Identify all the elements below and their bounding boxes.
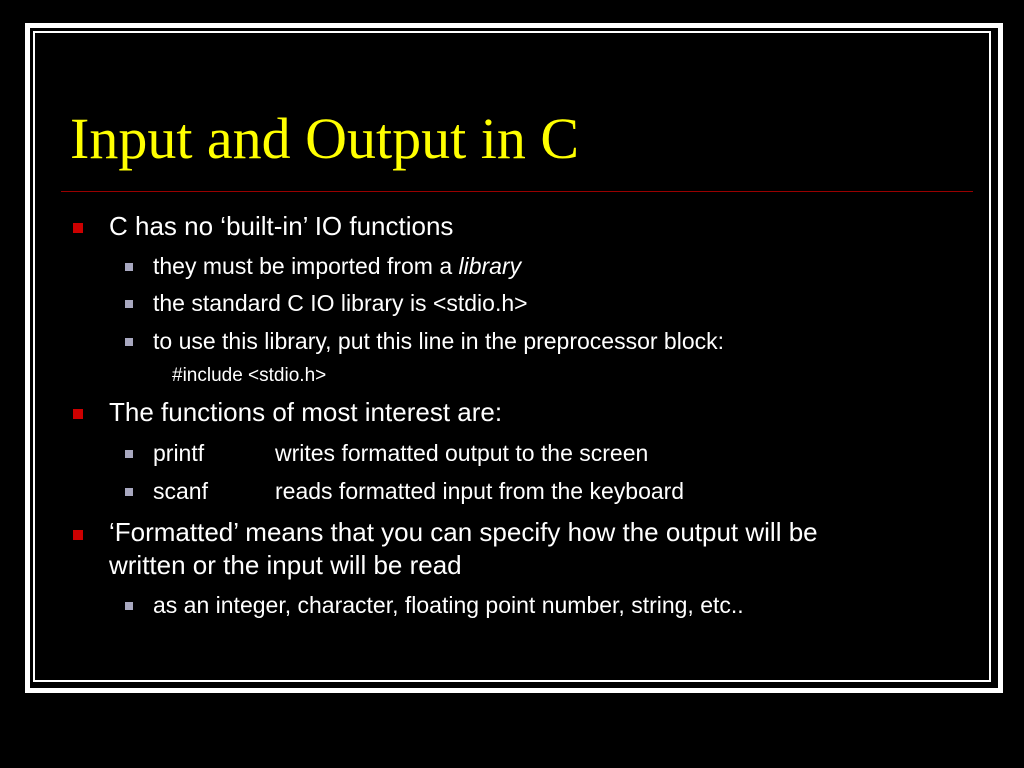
sub-bullet-square-icon <box>125 602 133 610</box>
bullet-item <box>109 210 453 242</box>
slide-title: Input and Output in C <box>70 106 580 171</box>
bullet-text-line-1: ‘Formatted’ means that you can specify how the output will be <box>109 517 818 547</box>
sub-bullet-italic-text: library <box>458 253 522 279</box>
sub-bullet-text: to use this library, put this line in the preprocessor block: <box>153 328 725 354</box>
sub-bullet-square-icon <box>125 300 133 308</box>
sub-bullet-item <box>153 252 521 280</box>
bullet-item-continuation <box>109 549 462 581</box>
bullet-square-icon <box>73 223 83 233</box>
sub-bullet-text: the standard C IO library is <stdio.h> <box>153 290 528 316</box>
sub-bullet-item <box>153 289 528 317</box>
function-name: scanf <box>153 478 208 504</box>
bullet-text-line-2: written or the input will be read <box>109 550 462 580</box>
bullet-text: C has no ‘built-in’ IO functions <box>109 211 454 241</box>
sub-bullet-item <box>153 477 684 505</box>
bullet-item <box>109 396 502 428</box>
bullet-square-icon <box>73 530 83 540</box>
sub-bullet-square-icon <box>125 338 133 346</box>
sub-bullet-square-icon <box>125 488 133 496</box>
title-divider <box>61 191 973 192</box>
sub-bullet-item <box>153 439 648 467</box>
sub-bullet-square-icon <box>125 263 133 271</box>
code-line <box>172 364 326 388</box>
sub-bullet-text: they must be imported from a <box>153 253 459 279</box>
sub-bullet-item <box>153 327 724 355</box>
bullet-item <box>109 516 818 548</box>
function-description: reads formatted input from the keyboard <box>275 478 685 504</box>
function-name: printf <box>153 440 205 466</box>
sub-bullet-item <box>153 591 744 619</box>
bullet-text: The functions of most interest are: <box>109 397 503 427</box>
code-text: #include <stdio.h> <box>172 365 327 386</box>
function-description: writes formatted output to the screen <box>275 440 649 466</box>
bullet-square-icon <box>73 409 83 419</box>
sub-bullet-text: as an integer, character, floating point number, string, etc.. <box>153 592 744 618</box>
sub-bullet-square-icon <box>125 450 133 458</box>
